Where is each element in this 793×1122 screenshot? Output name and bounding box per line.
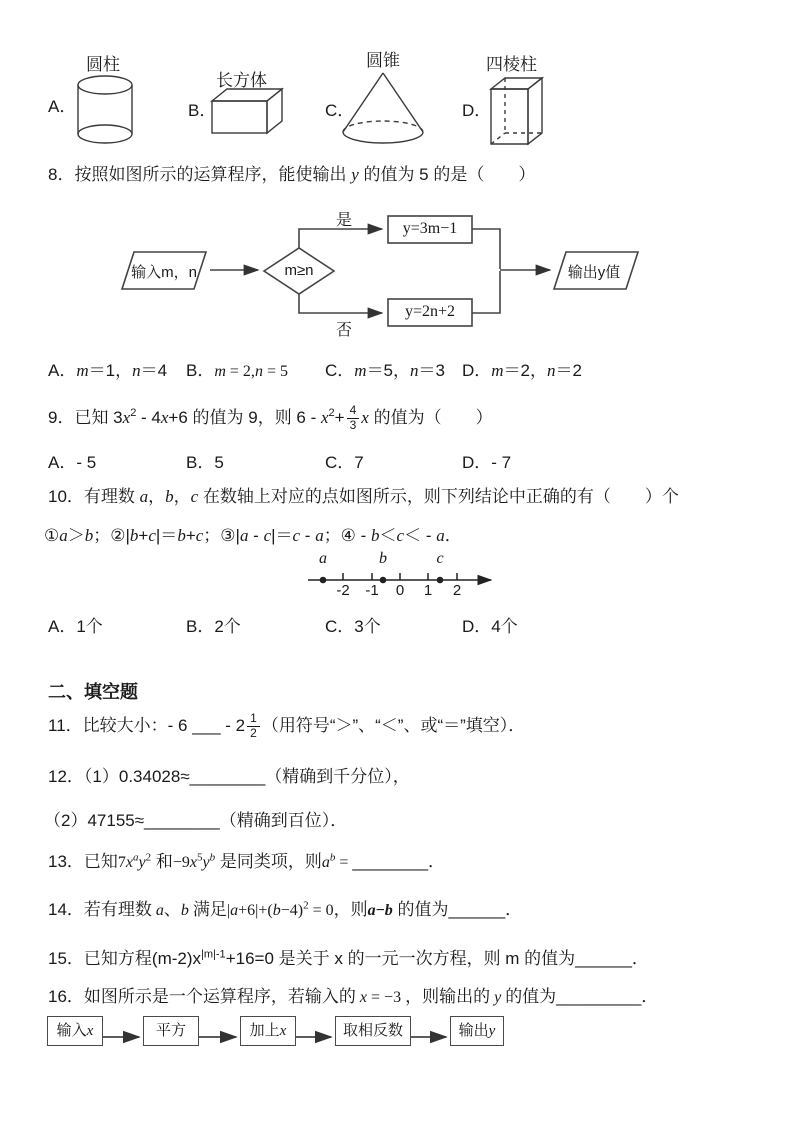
shape-option-a-label: A． bbox=[48, 97, 77, 116]
shape-option-d-label: D． bbox=[462, 101, 492, 120]
flowchart-input-label: 输入m，n bbox=[131, 264, 197, 281]
question-12-line2: （2）47155≈________（精确到百位）． bbox=[44, 811, 348, 830]
q16-box-opposite: 取相反数 bbox=[335, 1016, 411, 1046]
question-9-stem: 9．已知 $3x^2 - 4x+6$ 的值为 9，则 $6 - x^2+$ $\frac{4}{3}$ x 的值为（ ） bbox=[48, 403, 493, 432]
question-11-stem: 11．比较大小：- 6 ___ - 2 $\frac{1}{2}$ （用符号“＞”、“＜”、或“＝”填空）． bbox=[48, 711, 526, 740]
tick-0: 0 bbox=[395, 582, 405, 599]
question-8-stem: 8．按照如图所示的运算程序，能使输出 y 的值为 5 的是（ ） bbox=[48, 165, 536, 184]
tick-1: 1 bbox=[423, 582, 433, 599]
question-10-stem: 10．有理数 a，b，c 在数轴上对应的点如图所示，则下列结论中正确的有（ ）个 bbox=[48, 487, 679, 506]
flowchart-no-branch-formula: y=2n+2 bbox=[404, 303, 456, 320]
tick-neg1: -1 bbox=[365, 582, 379, 599]
point-a-label: a bbox=[319, 550, 327, 567]
question-15-stem: 15．已知方程$(m-2)x^{|m|-1}+16=0$ 是关于 x 的一元一次方程，则 m 的值为______． bbox=[48, 948, 649, 968]
question-16-stem: 16．如图所示是一个运算程序，若输入的 x = −3 ，则输出的 y 的值为_________． bbox=[48, 987, 659, 1006]
cuboid-figure bbox=[210, 86, 284, 136]
cone-caption: 圆锥 bbox=[366, 51, 400, 70]
cuboid-caption: 长方体 bbox=[216, 71, 267, 90]
q10-option-b: B．2个 bbox=[186, 617, 241, 636]
prism-figure bbox=[488, 72, 544, 148]
flowchart-yes-label: 是 bbox=[335, 212, 352, 229]
question-8-flowchart bbox=[110, 203, 680, 353]
flowchart-condition-label: m≥n bbox=[284, 262, 314, 279]
section-2-title: 二、填空题 bbox=[48, 682, 138, 702]
cylinder-figure bbox=[74, 74, 136, 146]
cylinder-caption: 圆柱 bbox=[86, 55, 120, 74]
tick-2: 2 bbox=[452, 582, 462, 599]
q9-option-b: B．5 bbox=[186, 453, 224, 472]
q9-option-a: A．- 5 bbox=[48, 453, 97, 472]
number-line bbox=[295, 548, 510, 604]
prism-caption: 四棱柱 bbox=[486, 55, 537, 74]
question-13-stem: 13．已知$7x^ay^2$ 和$-9x^5y^b$ 是同类项，则$a^b$ = ________． bbox=[48, 851, 446, 871]
q8-option-a: A．m＝1，n＝4 bbox=[48, 361, 168, 380]
q10-option-a: A．1个 bbox=[48, 617, 103, 636]
question-10-conclusions: ①a＞b；②|b+c|＝b+c；③|a - c|＝c - a；④ - b＜c＜ - a． bbox=[44, 526, 462, 545]
flowchart-output-label: 输出y值 bbox=[567, 264, 621, 281]
q9-option-d: D．- 7 bbox=[462, 453, 512, 472]
tick-neg2: -2 bbox=[336, 582, 350, 599]
q16-box-add-x: 加上x bbox=[240, 1016, 296, 1046]
q8-option-c: C．m＝5，n＝3 bbox=[325, 361, 445, 380]
flowchart-no-label: 否 bbox=[335, 322, 352, 339]
point-b-label: b bbox=[379, 550, 387, 567]
q16-box-output: 输出y bbox=[450, 1016, 504, 1046]
q8-option-b: B．m = 2,n = 5 bbox=[186, 361, 288, 380]
q9-option-c: C．7 bbox=[325, 453, 364, 472]
question-16-flowchart bbox=[45, 1016, 515, 1060]
q16-box-input: 输入x bbox=[47, 1016, 103, 1046]
question-14-stem: 14．若有理数 a、b 满足$|a+6|+(b-4)^2 = 0$，则a−b 的值为______． bbox=[48, 899, 523, 919]
flowchart-yes-branch-formula: y=3m−1 bbox=[402, 220, 458, 237]
point-c-label: c bbox=[436, 550, 444, 567]
q16-box-square: 平方 bbox=[143, 1016, 199, 1046]
q10-option-c: C．3个 bbox=[325, 617, 381, 636]
shape-option-b-label: B． bbox=[188, 101, 217, 120]
shape-option-c-label: C． bbox=[325, 101, 355, 120]
q10-option-d: D．4个 bbox=[462, 617, 518, 636]
cone-figure bbox=[338, 68, 428, 148]
q8-option-d: D．m＝2，n＝2 bbox=[462, 361, 582, 380]
question-12-line1: 12．（1）0.34028≈________（精确到千分位）， bbox=[48, 767, 410, 786]
